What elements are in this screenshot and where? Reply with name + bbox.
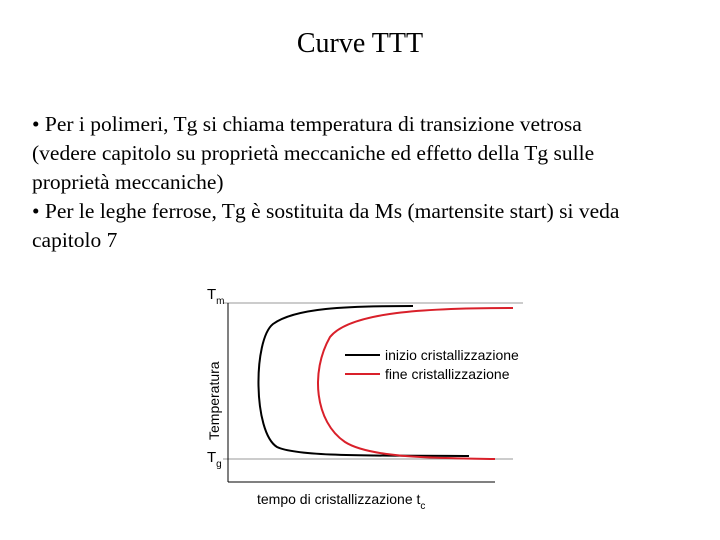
tg-label <box>207 449 222 470</box>
bullet-line: • Per le leghe ferrose, Tg è sostituita da Ms (martensite start) si veda <box>32 199 620 223</box>
bullet-polimeri <box>32 110 672 197</box>
ttt-diagram <box>195 282 530 517</box>
bullet-line: capitolo 7 <box>32 228 118 252</box>
tm-label <box>207 286 225 307</box>
bullet-line: (vedere capitolo su proprietà meccaniche ed effetto della Tg sulle <box>32 141 595 165</box>
slide-title: Curve TTT <box>296 28 424 59</box>
bullet-line: proprietà meccaniche) <box>32 170 224 194</box>
tm-label-main: T <box>207 286 217 303</box>
bullet-list <box>32 110 672 255</box>
x-axis-title-sub: c <box>420 501 426 512</box>
curve-fine-cristallizzazione <box>318 308 513 459</box>
x-axis-title <box>257 491 425 512</box>
y-axis-title: Temperatura <box>206 361 222 440</box>
tg-label-main: T <box>207 449 217 466</box>
legend-label-fine: fine cristallizzazione <box>385 366 510 382</box>
tm-label-sub: m <box>216 296 225 307</box>
bullet-leghe-ferrose <box>32 197 672 255</box>
bullet-line: • Per i polimeri, Tg si chiama temperatura di transizione vetrosa <box>32 112 582 136</box>
tg-label-sub: g <box>216 459 222 470</box>
legend-label-inizio: inizio cristallizzazione <box>385 347 519 363</box>
x-axis-title-main: tempo di cristallizzazione t <box>257 491 421 507</box>
